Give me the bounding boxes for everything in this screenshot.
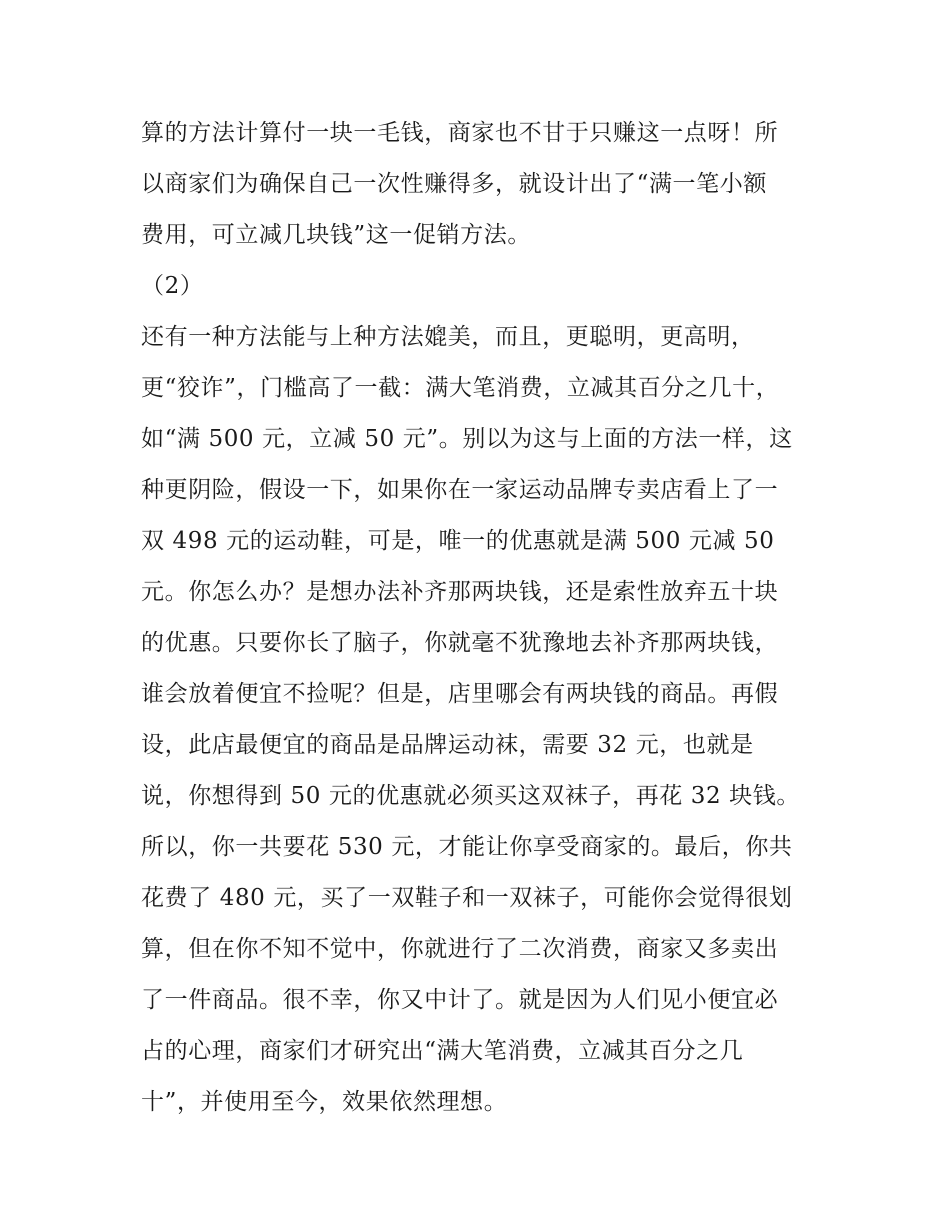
text-line: 更“狡诈”，门槛高了一截：满大笔消费，立减其百分之几十， (141, 375, 780, 401)
text-line: 的优惠。只要你长了脑子，你就毫不犹豫地去补齐那两块钱， (141, 630, 779, 656)
text-line: 元。你怎么办？是想办法补齐那两块钱，还是索性放弃五十块 (141, 579, 779, 605)
text-line: 还有一种方法能与上种方法媲美，而且，更聪明，更高明， (141, 324, 755, 350)
text-line: 了一件商品。很不幸，你又中计了。就是因为人们见小便宜必 (141, 987, 779, 1013)
text-line: 十”，并使用至今，效果依然理想。 (141, 1089, 508, 1115)
text-line: 算，但在你不知不觉中，你就进行了二次消费，商家又多卖出 (141, 936, 779, 962)
text-line: 如“满 500 元，立减 50 元”。别以为这与上面的方法一样，这 (141, 426, 793, 452)
document-body (141, 108, 831, 1128)
text-line: 算的方法计算付一块一毛钱，商家也不甘于只赚这一点呀！所 (141, 120, 779, 146)
section-number: （2） (141, 273, 204, 299)
text-line: 占的心理，商家们才研究出“满大笔消费，立减其百分之几 (141, 1038, 744, 1064)
text-line: 种更阴险，假设一下，如果你在一家运动品牌专卖店看上了一 (141, 477, 779, 503)
text-line: 花费了 480 元，买了一双鞋子和一双袜子，可能你会觉得很划 (141, 885, 793, 911)
text-line: 双 498 元的运动鞋，可是，唯一的优惠就是满 500 元减 50 (141, 528, 775, 554)
text-line: 设，此店最便宜的商品是品牌运动袜，需要 32 元，也就是 (141, 732, 754, 758)
text-line: 费用，可立减几块钱”这一促销方法。 (141, 222, 531, 248)
text-line: 说，你想得到 50 元的优惠就必须买这双袜子，再花 32 块钱。 (141, 783, 800, 809)
text-line: 谁会放着便宜不捡呢？但是，店里哪会有两块钱的商品。再假 (141, 681, 779, 707)
text-line: 以商家们为确保自己一次性赚得多，就设计出了“满一笔小额 (141, 171, 767, 197)
text-line: 所以，你一共要花 530 元，才能让你享受商家的。最后，你共 (141, 834, 793, 860)
